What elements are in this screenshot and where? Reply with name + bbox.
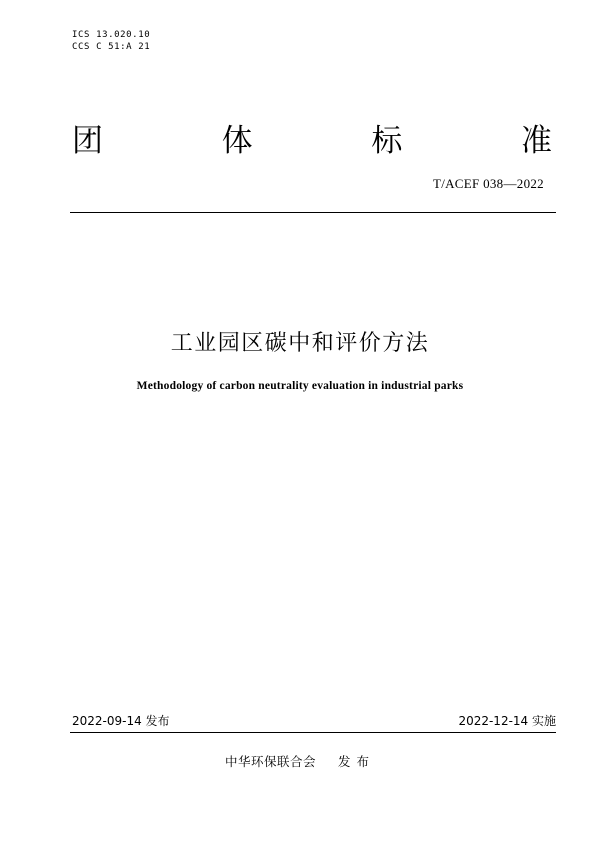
document-title-chinese: 工业园区碳中和评价方法 (170, 331, 430, 356)
header-char-3: 标 (371, 122, 403, 159)
header-divider (70, 212, 556, 213)
standard-type-header (72, 112, 552, 162)
publisher-name: 中华环保联合会 (224, 754, 316, 769)
publisher-line (0, 752, 600, 770)
ics-code: ICS 13.020.10 (72, 30, 151, 40)
header-char-1: 团 (72, 122, 103, 159)
release-date: 2022-09-14 发布 (72, 714, 170, 728)
header-char-4: 准 (520, 122, 552, 159)
header-char-2: 体 (221, 122, 253, 159)
ccs-code: CCS C 51:A 21 (72, 42, 151, 52)
document-title-english: Methodology of carbon neutrality evaluation in industrial parks (136, 380, 464, 392)
standard-number: T/ACEF 038—2022 (432, 176, 544, 191)
implementation-date: 2022-12-14 实施 (458, 714, 556, 728)
publisher-verb: 发布 (338, 754, 376, 769)
footer-divider (70, 732, 556, 733)
